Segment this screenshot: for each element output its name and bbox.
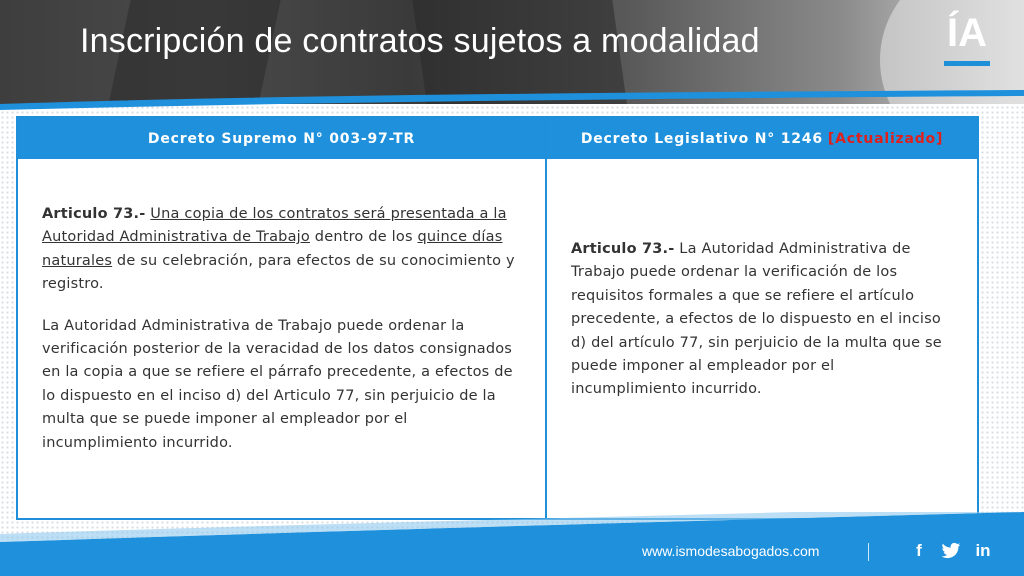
header-swoosh xyxy=(0,90,1024,114)
article-label: Articulo 73.- xyxy=(42,206,146,222)
website-link[interactable]: www.ismodesabogados.com xyxy=(642,543,820,559)
slide-title: Inscripción de contratos sujetos a modalidad xyxy=(80,22,760,60)
table-column-right xyxy=(547,118,977,518)
comparison-table xyxy=(16,116,979,520)
underlined-text: quince días naturales xyxy=(42,229,503,269)
table-column-left xyxy=(18,118,547,518)
left-paragraph-2: La Autoridad Administrativa de Trabajo puede ordenar la verificación posterior de la veracidad de los datos consignados en la copia a que se refiere el párrafo precedente, a efectos de lo dispuesto en el inciso d) del Articulo 77, sin perjuicio de la multa que se puede imponer al empleador por el incumplimiento incurrido. xyxy=(42,317,513,451)
twitter-bird-glyph xyxy=(941,542,961,560)
updated-tag: [Actualizado] xyxy=(827,130,944,147)
paragraph-text: de su celebración, para efectos de su conocimiento y registro. xyxy=(42,252,515,293)
left-cell-content xyxy=(42,203,522,473)
column-header-left xyxy=(18,118,545,159)
footer-divider xyxy=(868,543,869,561)
left-paragraph-1 xyxy=(42,203,522,297)
linkedin-icon[interactable]: in xyxy=(975,541,991,560)
twitter-icon[interactable] xyxy=(940,540,962,562)
column-header-left-label: Decreto Supremo N° 003-97-TR xyxy=(147,130,416,147)
facebook-icon[interactable]: f xyxy=(916,541,922,560)
paragraph-text: dentro de los xyxy=(309,229,418,246)
article-label: Articulo 73.- xyxy=(571,241,675,257)
paragraph-text: La Autoridad Administrativa de Trabajo puede ordenar la verificación de los requisitos formales a que se refiere el artículo precedente, a efectos de lo dispuesto en el inciso d) del artículo 77, sin perjuicio de la multa que se puede imponer al empleador por el incumplimiento incurrido. xyxy=(571,241,942,398)
logo-text: ÍA xyxy=(947,11,987,55)
brand-logo xyxy=(940,6,994,66)
header-banner xyxy=(0,0,1024,104)
column-header-right-label: Decreto Legislativo N° 1246 xyxy=(580,130,823,147)
right-paragraph xyxy=(571,238,951,402)
underlined-text: Una copia de los contratos será presentada a la Autoridad Administrativa de Trabajo xyxy=(42,206,507,246)
footer-band xyxy=(0,512,1024,576)
logo-underline xyxy=(944,61,990,66)
right-cell-content xyxy=(571,238,951,420)
column-header-right xyxy=(547,118,977,159)
